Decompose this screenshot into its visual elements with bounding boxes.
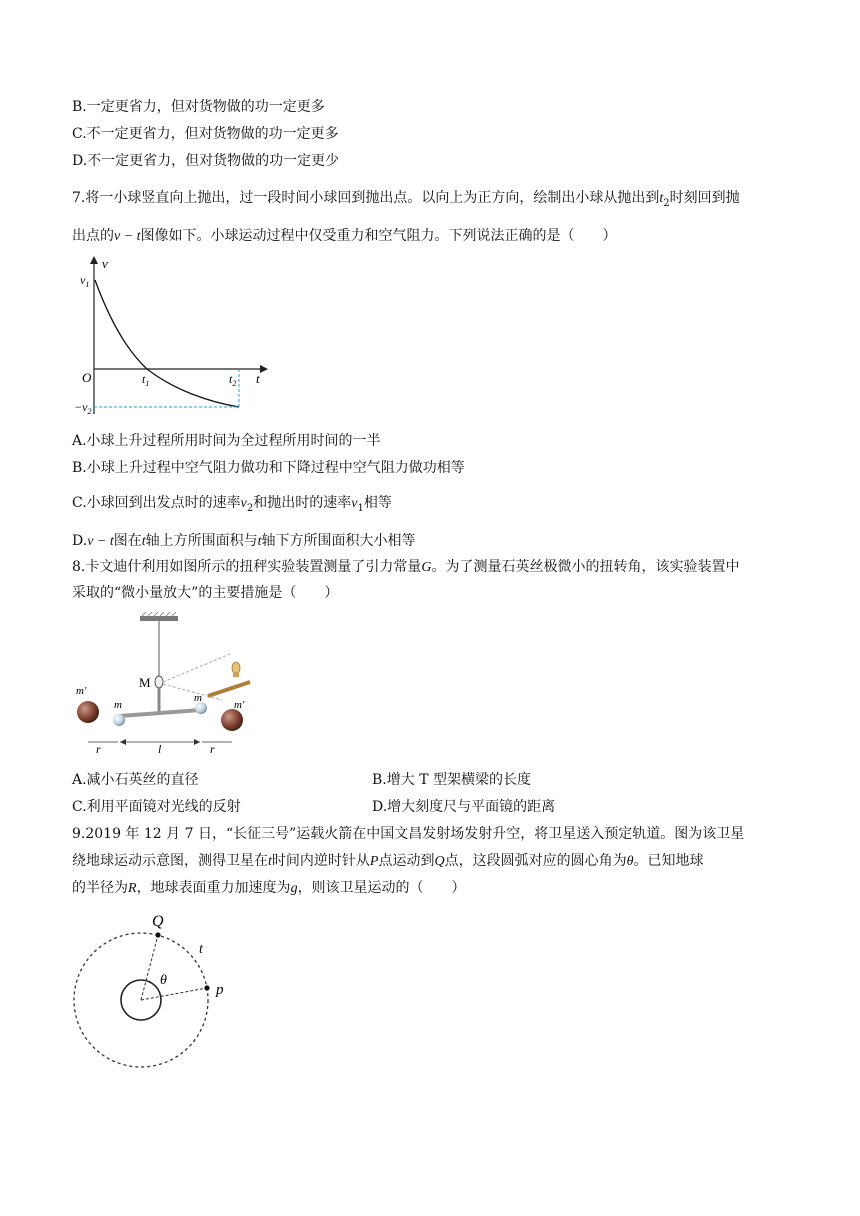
q9-stem-line3: 的半径为R，地球表面重力加速度为g，则该卫星运动的（ ） bbox=[72, 880, 466, 896]
velocity-curve bbox=[95, 280, 239, 407]
q8-option-b: B.增大 T 型架横梁的长度 bbox=[372, 772, 531, 788]
v-axis-label: v bbox=[102, 256, 108, 271]
q6-option-c: C.不一定更省力，但对货物做的功一定更多 bbox=[72, 126, 339, 142]
q8-option-a: A.减小石英丝的直径 bbox=[72, 772, 199, 788]
large-ball-right bbox=[221, 709, 243, 731]
radius-to-q bbox=[141, 935, 158, 1000]
q7-option-c: C.小球回到出发点时的速率$v_2$和抛出时的速率$v_1$相等 bbox=[72, 495, 392, 514]
large-ball-left bbox=[77, 701, 99, 723]
label-t: t bbox=[199, 942, 203, 957]
point-p bbox=[204, 985, 209, 990]
distance-r-left: r bbox=[96, 742, 101, 756]
q8-option-c: C.利用平面镜对光线的反射 bbox=[72, 799, 241, 815]
t-axis-arrow bbox=[260, 365, 268, 373]
ceiling-hatch bbox=[142, 612, 176, 616]
q6-option-b: B.一定更省力，但对货物做的功一定更多 bbox=[72, 99, 325, 115]
mass-m-right: m bbox=[194, 692, 202, 704]
lamp-icon bbox=[232, 662, 240, 677]
small-ball-left bbox=[113, 714, 125, 726]
mass-m-prime-left: m' bbox=[76, 685, 87, 697]
q9-orbit-figure bbox=[66, 910, 246, 1080]
origin-label: O bbox=[82, 370, 92, 385]
q8-stem-line2: 采取的“微小量放大”的主要措施是（ ） bbox=[72, 585, 339, 601]
ceiling-mount bbox=[140, 616, 178, 621]
q7-stem-line2: 出点的v − t图像如下。小球运动过程中仅受重力和空气阻力。下列说法正确的是（ ） bbox=[72, 228, 617, 244]
q7-option-b: B.小球上升过程中空气阻力做功和下降过程中空气阻力做功相等 bbox=[72, 460, 465, 476]
label-theta: θ bbox=[160, 973, 167, 988]
v1-label: $v_1$ bbox=[80, 273, 90, 289]
q9-stem-line2: 绕地球运动示意图，测得卫星在t时间内逆时针从P点运动到Q点，这段圆弧对应的圆心角为θ。已知地球 bbox=[72, 853, 704, 869]
q8-torsion-balance-figure bbox=[72, 612, 282, 762]
length-l: l bbox=[158, 742, 162, 756]
label-q: Q bbox=[152, 913, 164, 930]
neg-v2-label: $-v_2$ bbox=[74, 400, 92, 416]
q8-option-d: D.增大刻度尺与平面镜的距离 bbox=[372, 799, 556, 815]
light-beam-1 bbox=[163, 654, 230, 682]
q8-stem-line1: 8.卡文迪什利用如图所示的扭秤实验装置测量了引力常量G。为了测量石英丝极微小的扭转角，该实验装置中 bbox=[72, 559, 740, 575]
q7-option-d: D.v − t图在t轴上方所围面积与t轴下方所围面积大小相等 bbox=[72, 533, 416, 549]
q7-option-a: A.小球上升过程所用时间为全过程所用时间的一半 bbox=[72, 433, 381, 449]
t1-label: $t_1$ bbox=[142, 372, 150, 388]
q7-vt-graph bbox=[74, 252, 274, 422]
label-p: p bbox=[216, 982, 224, 998]
mass-m-prime-right: m' bbox=[234, 699, 245, 711]
point-q bbox=[155, 932, 160, 937]
distance-r-right: r bbox=[210, 742, 215, 756]
mirror bbox=[155, 676, 163, 688]
mirror-label: M bbox=[139, 675, 151, 690]
scale-ruler bbox=[208, 682, 250, 696]
q6-option-d: D.不一定更省力，但对货物做的功一定更少 bbox=[72, 153, 340, 169]
radius-to-p bbox=[141, 988, 207, 1000]
q7-stem-line1: 7.将一小球竖直向上抛出，过一段时间小球回到抛出点。以向上为正方向，绘制出小球从抛出到$t_2$时刻回到抛 bbox=[72, 190, 740, 209]
q9-stem-line1: 9.2019 年 12 月 7 日，“长征三号”运载火箭在中国文昌发射场发射升空，将卫星送入预定轨道。图为该卫星 bbox=[72, 826, 745, 842]
v-axis-arrow bbox=[90, 256, 98, 264]
t2-label: $t_2$ bbox=[229, 372, 237, 388]
mass-m-left: m bbox=[114, 699, 122, 711]
t-axis-label: t bbox=[256, 371, 260, 386]
light-beam-2 bbox=[163, 684, 222, 700]
